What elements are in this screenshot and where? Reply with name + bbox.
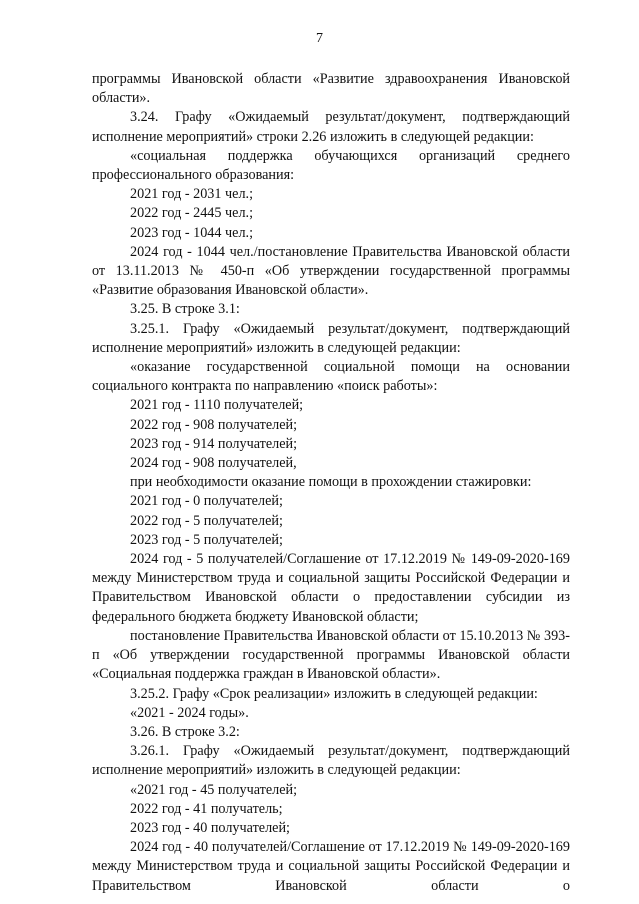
paragraph: 2024 год - 1044 чел./постановление Правительства Ивановской области от 13.11.2013 № 450-п «Об утверждении государственной программы «Развитие образования Ивановской области». [92,243,570,299]
paragraph: 2021 год - 0 получателей; [130,493,283,510]
document-body [92,70,570,896]
paragraph: 2023 год - 40 получателей; [130,819,290,836]
paragraph: 2023 год - 5 получателей; [130,531,283,548]
paragraph: 2023 год - 1044 чел.; [130,224,254,241]
paragraph: при необходимости оказание помощи в прохождении стажировки: [130,474,532,491]
paragraph: 2023 год - 914 получателей; [130,435,298,452]
page-number: 7 [316,31,323,46]
paragraph: 2022 год - 2445 чел.; [130,205,254,222]
paragraph: 3.25.2. Графу «Срок реализации» изложить в следующей редакции: [130,685,538,702]
paragraph: 3.26. В строке 3.2: [130,723,240,740]
paragraph: программы Ивановской области «Развитие здравоохранения Ивановской области». [92,71,570,107]
paragraph: «2021 - 2024 годы». [130,704,249,721]
paragraph: «оказание государственной социальной помощи на основании социального контракта по направлению «поиск работы»: [92,359,570,395]
paragraph: 3.26.1. Графу «Ожидаемый результат/документ, подтверждающий исполнение мероприятий» изложить в следующей редакции: [92,743,570,779]
paragraph: 3.24. Графу «Ожидаемый результат/документ, подтверждающий исполнение мероприятий» строки 2.26 изложить в следующей редакции: [92,109,570,145]
paragraph: постановление Правительства Ивановской области от 15.10.2013 № 393-п «Об утверждении государственной программы Ивановской области «Социальная поддержка граждан в Ивановской области». [92,627,570,683]
paragraph: «социальная поддержка обучающихся организаций среднего профессионального образования: [92,147,570,184]
paragraph: 2024 год - 908 получателей, [130,455,297,472]
paragraph: 2021 год - 1110 получателей; [130,397,304,414]
paragraph: 2022 год - 41 получатель; [130,800,283,817]
paragraph: 3.25.1. Графу «Ожидаемый результат/документ, подтверждающий исполнение мероприятий» изложить в следующей редакции: [92,320,570,356]
paragraph: «2021 год - 45 получателей; [130,781,298,798]
paragraph: 2022 год - 5 получателей; [130,512,283,529]
paragraph: 2021 год - 2031 чел.; [130,186,254,203]
paragraph: 3.25. В строке 3.1: [130,301,240,318]
paragraph: 2024 год - 5 получателей/Соглашение от 17.12.2019 № 149-09-2020-169 между Министерством труда и социальной защиты Российской Федерации и Правительством Ивановской области о предоставлении субсидии из федерального бюджета бюджету Ивановской области; [92,551,570,625]
paragraph: 2022 год - 908 получателей; [130,416,298,433]
paragraph: 2024 год - 40 получателей/Соглашение от 17.12.2019 № 149-09-2020-169 между Министерством труда и социальной защиты Российской Федерации и Правительством Ивановской области о [92,839,570,894]
